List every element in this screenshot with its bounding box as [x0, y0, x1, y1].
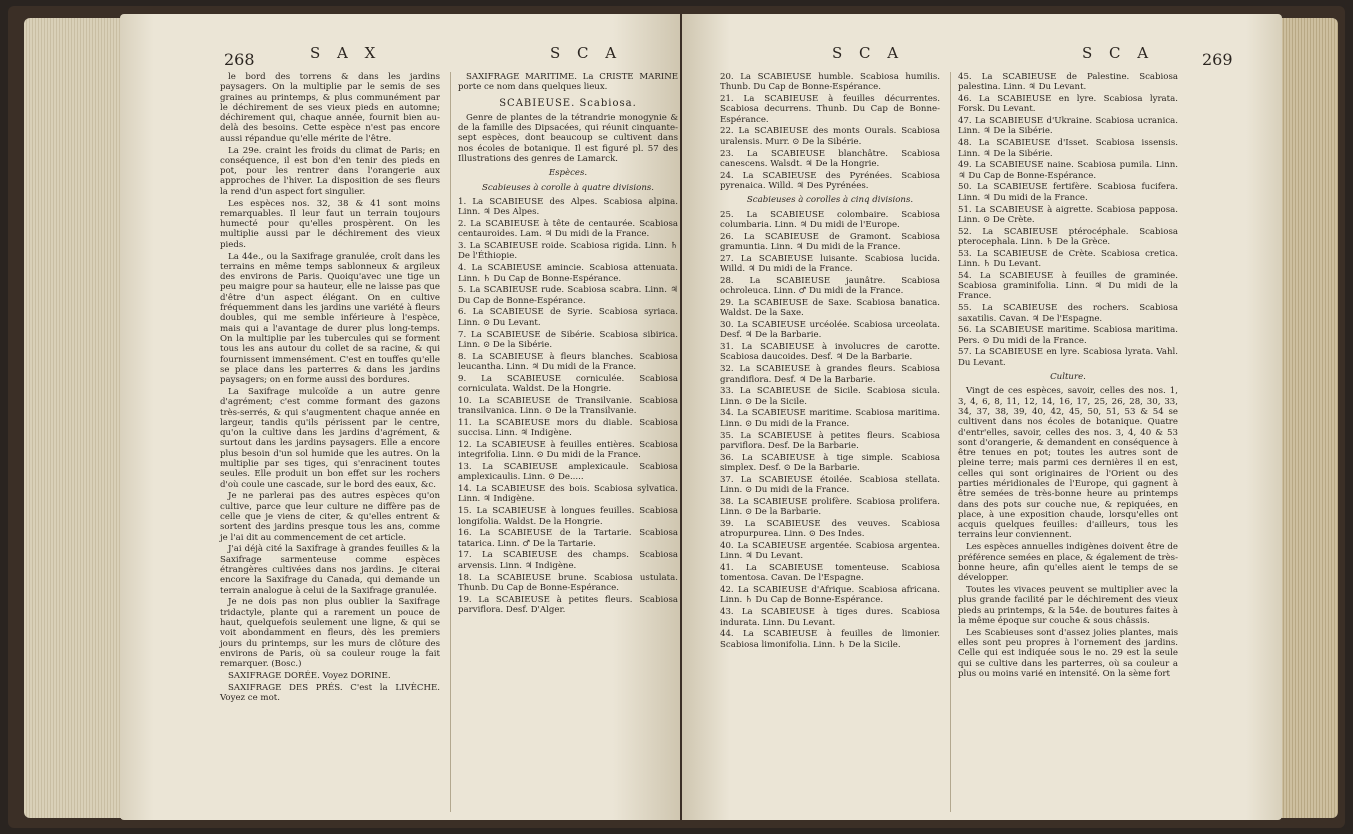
species-entry: 56. La SCABIEUSE maritime. Scabiosa maritima. Pers. ⊙ Du midi de la France.: [958, 325, 1178, 346]
species-entry: 16. La SCABIEUSE de la Tartarie. Scabiosa tatarica. Linn. ♂ De la Tartarie.: [458, 528, 678, 549]
cross-reference: SAXIFRAGE DORÉE. Voyez DORINE.: [228, 670, 391, 681]
page-number-left: 268: [224, 50, 255, 69]
species-entry: 45. La SCABIEUSE de Palestine. Scabiosa palestina. Linn. ♃ Du Levant.: [958, 72, 1178, 93]
scabieuse-heading: SCABIEUSE. Scabiosa.: [499, 97, 637, 109]
species-entry: 37. La SCABIEUSE étoilée. Scabiosa stellata. Linn. ⊙ Du midi de la France.: [720, 474, 940, 495]
paragraph: Les espèces nos. 32, 38 & 41 sont moins remarquables. Il leur faut un terrain toujours humecté pour qu'elles prospèrent. On les multiplie aussi par le déchirement des vieux pieds.: [220, 198, 440, 250]
paragraph: La 29e. craint les froids du climat de Paris; en conséquence, il est bon d'en tenir des pieds en pot, pour les rentrer dans l'orangerie aux approches de l'hiver. La disposition de ses fleurs la rend d'un aspect fort singulier.: [220, 145, 440, 197]
species-entry: 34. La SCABIEUSE maritime. Scabiosa maritima. Linn. ⊙ Du midi de la France.: [720, 408, 940, 429]
paragraph: Je ne dois pas non plus oublier la Saxifrage tridactyle, plante qui a rarement un pouce de haut, quelquefois seulement une ligne, & qui se voit abondamment en fleurs, dès les premiers jours du printemps, sur les murs de clôture des environs de Paris, où sa couleur rouge la fait remarquer. (Bosc.): [220, 597, 440, 670]
species-entry: 29. La SCABIEUSE de Saxe. Scabiosa banatica. Waldst. De la Saxe.: [720, 297, 940, 319]
species-entry: 11. La SCABIEUSE mors du diable. Scabiosa succisa. Linn. ♃ Indigène.: [458, 417, 678, 439]
left-column-1: [220, 72, 440, 705]
species-entry: 17. La SCABIEUSE des champs. Scabiosa arvensis. Linn. ♃ Indigène.: [458, 550, 678, 571]
species-entry: 19. La SCABIEUSE à petites fleurs. Scabiosa parviflora. Desf. D'Alger.: [458, 594, 678, 615]
species-entry: 33. La SCABIEUSE de Sicile. Scabiosa sicula. Linn. ⊙ De la Sicile.: [720, 386, 940, 407]
species-entry: 52. La SCABIEUSE ptérocéphale. Scabiosa pterocephala. Linn. ♄ De la Grèce.: [958, 226, 1178, 247]
species-entry: 25. La SCABIEUSE colombaire. Scabiosa columbaria. Linn. ♃ Du midi de l'Europe.: [720, 209, 940, 230]
species-entry: 2. La SCABIEUSE à tête de centaurée. Scabiosa centauroides. Lam. ♃ Du midi de la France.: [458, 219, 678, 240]
species-entry: 9. La SCABIEUSE corniculée. Scabiosa corniculata. Waldst. De la Hongrie.: [458, 373, 678, 395]
species-entry: 13. La SCABIEUSE amplexicaule. Scabiosa amplexicaulis. Linn. ⊙ De.....: [458, 462, 678, 483]
species-entry: 51. La SCABIEUSE à aigrette. Scabiosa papposa. Linn. ⊙ De Crète.: [958, 204, 1178, 225]
species-entry: 39. La SCABIEUSE des veuves. Scabiosa atropurpurea. Linn. ⊙ Des Indes.: [720, 518, 940, 540]
species-entry: 21. La SCABIEUSE à feuilles décurrentes. Scabiosa decurrens. Thunb. Du Cap de Bonne-Espérance.: [720, 94, 940, 125]
running-head-right-col1: S C A: [832, 44, 905, 62]
subheading-five-divisions: Scabieuses à corolles à cinq divisions.: [746, 195, 914, 206]
species-entry: 38. La SCABIEUSE prolifère. Scabiosa prolifera. Linn. ⊙ De la Barbarie.: [720, 496, 940, 518]
running-head-left-col2: S C A: [550, 44, 623, 62]
left-column-2: [458, 72, 678, 617]
species-entry: 18. La SCABIEUSE brune. Scabiosa ustulata. Thunb. Du Cap de Bonne-Espérance.: [458, 572, 678, 593]
species-entry: 47. La SCABIEUSE d'Ukraine. Scabiosa ucranica. Linn. ♃ De la Sibérie.: [958, 116, 1178, 137]
right-page: [682, 14, 1282, 820]
species-entry: 4. La SCABIEUSE amincie. Scabiosa attenuata. Linn. ♄ Du Cap de Bonne-Espérance.: [458, 263, 678, 284]
open-book: [8, 6, 1345, 828]
species-entry: 55. La SCABIEUSE des rochers. Scabiosa saxatilis. Cavan. ♃ De l'Espagne.: [958, 303, 1178, 324]
species-entry: 7. La SCABIEUSE de Sibérie. Scabiosa sibirica. Linn. ⊙ De la Sibérie.: [458, 329, 678, 350]
species-entry: 14. La SCABIEUSE des bois. Scabiosa sylvatica. Linn. ♃ Indigène.: [458, 484, 678, 505]
species-entry: 3. La SCABIEUSE roide. Scabiosa rigida. Linn. ♄ De l'Éthiopie.: [458, 241, 678, 262]
species-entry: 22. La SCABIEUSE des monts Ourals. Scabiosa uralensis. Murr. ⊙ De la Sibérie.: [720, 126, 940, 147]
right-column-2: [958, 72, 1178, 681]
page-number-right: 269: [1202, 50, 1233, 69]
species-entry: 30. La SCABIEUSE urcéolée. Scabiosa urceolata. Desf. ♃ De la Barbarie.: [720, 320, 940, 341]
species-entry: 8. La SCABIEUSE à fleurs blanches. Scabiosa leucantha. Linn. ♃ Du midi de la France.: [458, 351, 678, 372]
species-entry: 43. La SCABIEUSE à tiges dures. Scabiosa indurata. Linn. Du Levant.: [720, 607, 940, 628]
culture-paragraph: Toutes les vivaces peuvent se multiplier avec la plus grande facilité par le déchirement des vieux pieds au printemps, & la 54e. de boutures faites à la même époque sur couche & sous châssis.: [958, 584, 1178, 626]
species-entry: 28. La SCABIEUSE jaunâtre. Scabiosa ochroleuca. Linn. ♂ Du midi de la France.: [720, 275, 940, 297]
species-entry: 42. La SCABIEUSE d'Afrique. Scabiosa africana. Linn. ♄ Du Cap de Bonne-Espérance.: [720, 585, 940, 606]
species-entry: 36. La SCABIEUSE à tige simple. Scabiosa simplex. Desf. ⊙ De la Barbarie.: [720, 452, 940, 473]
column-divider-right: [950, 72, 951, 812]
paragraph: J'ai déjà cité la Saxifrage à grandes feuilles & la Saxifrage sarmenteuse comme espèces étrangères cultivées dans nos jardins. Je citerai encore la Saxifrage du Canada, qui demande un terrain analogue à celui de la Saxifrage granulée.: [220, 544, 440, 596]
species-entry: 12. La SCABIEUSE à feuilles entières. Scabiosa integrifolia. Linn. ⊙ Du midi de la France.: [458, 440, 678, 461]
genre-description: Genre de plantes de la tétrandrie monogynie & de la famille des Dipsacées, qui réunit cinquante-sept espèces, dont beaucoup se cultivent dans nos écoles de botanique. Il est figuré pl. 57 des Illustrations des genres de Lamarck.: [458, 112, 678, 165]
saxifrage-maritime: SAXIFRAGE MARITIME. La CRISTE MARINE porte ce nom dans quelques lieux.: [458, 72, 678, 93]
running-head-right: S C A: [1082, 44, 1155, 62]
species-entry: 5. La SCABIEUSE rude. Scabiosa scabra. Linn. ♃ Du Cap de Bonne-Espérance.: [458, 285, 678, 306]
species-entry: 40. La SCABIEUSE argentée. Scabiosa argentea. Linn. ♃ Du Levant.: [720, 540, 940, 562]
culture-paragraph: Les espèces annuelles indigènes doivent être de préférence semées en place, & également de très-bonne heure, afin qu'elles aient le temps de se développer.: [958, 542, 1178, 584]
species-entry: 32. La SCABIEUSE à grandes fleurs. Scabiosa grandiflora. Desf. ♃ De la Barbarie.: [720, 364, 940, 385]
species-entry: 41. La SCABIEUSE tomenteuse. Scabiosa tomentosa. Cavan. De l'Espagne.: [720, 563, 940, 584]
cross-reference: SAXIFRAGE DES PRÉS. C'est la LIVÈCHE. Voyez ce mot.: [220, 682, 440, 704]
culture-heading: Culture.: [1050, 372, 1086, 383]
column-divider: [450, 72, 451, 812]
paragraph: La Saxifrage mulcoïde a un autre genre d'agrément; c'est comme formant des gazons très-serrés, & qui s'augmentent chaque année en largeur, tandis qu'ils périssent par le centre, qu'on la cultive dans les jardins d'agrément, & surtout dans les jardins paysagers. Elle a encore plus besoin d'un sol humide que les autres. On la multiplie par ses tiges, qui s'enracinent toutes seules. Elle produit un bon effet sur les rochers d'où coule une cascade, sur le bord des eaux, &c.: [220, 386, 440, 490]
culture-paragraph: Vingt de ces espèces, savoir, celles des nos. 1, 3, 4, 6, 8, 11, 12, 14, 16, 17, 25, 26, 28, 30, 33, 34, 37, 38, 39, 40, 42, 45, 50, 51, 53 & 54 se cultivent dans nos écoles de botanique. Quatre d'entr'elles, savoir, celles des nos. 3, 4, 40 & 53 sont d'orangerie, & demandent en conséquence à être tenues en pot; toutes les autres sont de pleine terre; mais parmi ces dernières il en est, celles qui sont originaires de l'Orient ou des parties méridionales de l'Europe, qui gagnent à être semées de très-bonne heure au printemps dans des pots sur couche nue, & repiquées, en place, à une exposition chaude, lorsqu'elles ont acquis quelques feuilles: d'ailleurs, tous les terrains leur conviennent.: [958, 386, 1178, 541]
paragraph: Je ne parlerai pas des autres espèces qu'on cultive, parce que leur culture ne diffère pas de celle que je viens de citer, & qu'elles entrent & sortent des jardins presque tous les ans, comme je l'ai dit au commencement de cet article.: [220, 491, 440, 543]
species-entry: 23. La SCABIEUSE blanchâtre. Scabiosa canescens. Walsdt. ♃ De la Hongrie.: [720, 148, 940, 169]
species-entry: 31. La SCABIEUSE à involucres de carotte. Scabiosa daucoides. Desf. ♃ De la Barbarie.: [720, 342, 940, 363]
species-entry: 24. La SCABIEUSE des Pyrénées. Scabiosa pyrenaica. Willd. ♃ Des Pyrénées.: [720, 170, 940, 191]
culture-paragraph: Les Scabieuses sont d'assez jolies plantes, mais elles sont peu propres à l'ornement des jardins. Celle qui est indiquée sous le no. 29 est la seule qui se cultive dans les parterres, où sa couleur a plus ou moins varié en intensité. On la sème fort: [958, 627, 1178, 679]
species-entry: 46. La SCABIEUSE en lyre. Scabiosa lyrata. Forsk. Du Levant.: [958, 94, 1178, 115]
species-entry: 27. La SCABIEUSE luisante. Scabiosa lucida. Willd. ♃ Du midi de la France.: [720, 253, 940, 275]
species-list-1: [458, 197, 678, 615]
species-entry: 50. La SCABIEUSE fertifère. Scabiosa fucifera. Linn. ♃ Du midi de la France.: [958, 182, 1178, 203]
species-entry: 15. La SCABIEUSE à longues feuilles. Scabiosa longifolia. Waldst. De la Hongrie.: [458, 506, 678, 527]
species-entry: 20. La SCABIEUSE humble. Scabiosa humilis. Thunb. Du Cap de Bonne-Espérance.: [720, 72, 940, 93]
species-entry: 44. La SCABIEUSE à feuilles de limonier. Scabiosa limonifolia. Linn. ♄ De la Sicile.: [720, 629, 940, 650]
species-entry: 54. La SCABIEUSE à feuilles de graminée. Scabiosa graminifolia. Linn. ♃ Du midi de la France.: [958, 270, 1178, 302]
species-entry: 57. La SCABIEUSE en lyre. Scabiosa lyrata. Vahl. Du Levant.: [958, 347, 1178, 368]
paragraph: le bord des torrens & dans les jardins paysagers. On la multiplie par le semis de ses graines au printemps, & plus communément par le déchirement de ses vieux pieds en automne; déchirement qui, chaque année, fournit bien au-delà des besoins. Cette espèce n'est pas encore aussi répandue qu'elle mérite de l'être.: [220, 72, 440, 144]
species-entry: 35. La SCABIEUSE à petites fleurs. Scabiosa parviflora. Desf. De la Barbarie.: [720, 430, 940, 451]
right-column-1: [720, 72, 940, 651]
running-head-left: S A X: [310, 44, 382, 62]
species-entry: 10. La SCABIEUSE de Transilvanie. Scabiosa transilvanica. Linn. ⊙ De la Transilvanie.: [458, 395, 678, 417]
paragraph: La 44e., ou la Saxifrage granulée, croît dans les terrains en même temps sablonneux & argileux des environs de Paris. Quoiqu'avec une tige un peu maigre pour sa hauteur, elle ne laisse pas que d'être d'un aspect élégant. On en cultive fréquemment dans les jardins une variété à fleurs doubles, qui me semble inférieure à l'espèce, mais qui a l'avantage de durer plus long-temps. On la multiplie par les tubercules qui se forment tous les ans autour du collet de sa racine, & qui fournissent immensément. C'est en touffes qu'elle se place dans les parterres & dans les jardins paysagers; on en forme aussi des bordures.: [220, 251, 440, 386]
species-entry: 26. La SCABIEUSE de Gramont. Scabiosa gramuntia. Linn. ♃ Du midi de la France.: [720, 231, 940, 252]
species-entry: 49. La SCABIEUSE naine. Scabiosa pumila. Linn. ♃ Du Cap de Bonne-Espérance.: [958, 160, 1178, 181]
especes-heading: Espèces.: [548, 168, 588, 179]
species-entry: 48. La SCABIEUSE d'Isset. Scabiosa issensis. Linn. ♃ De la Sibérie.: [958, 138, 1178, 159]
species-entry: 1. La SCABIEUSE des Alpes. Scabiosa alpina. Linn. ♃ Des Alpes.: [458, 196, 678, 218]
species-entry: 53. La SCABIEUSE de Crète. Scabiosa cretica. Linn. ♄ Du Levant.: [958, 248, 1178, 270]
right-page-edges: [1278, 18, 1338, 818]
left-page: [120, 14, 680, 820]
left-page-edges: [24, 18, 124, 818]
species-entry: 6. La SCABIEUSE de Syrie. Scabiosa syriaca. Linn. ⊙ Du Levant.: [458, 307, 678, 328]
subheading-four-divisions: Scabieuses à corolle à quatre divisions.: [481, 182, 655, 193]
